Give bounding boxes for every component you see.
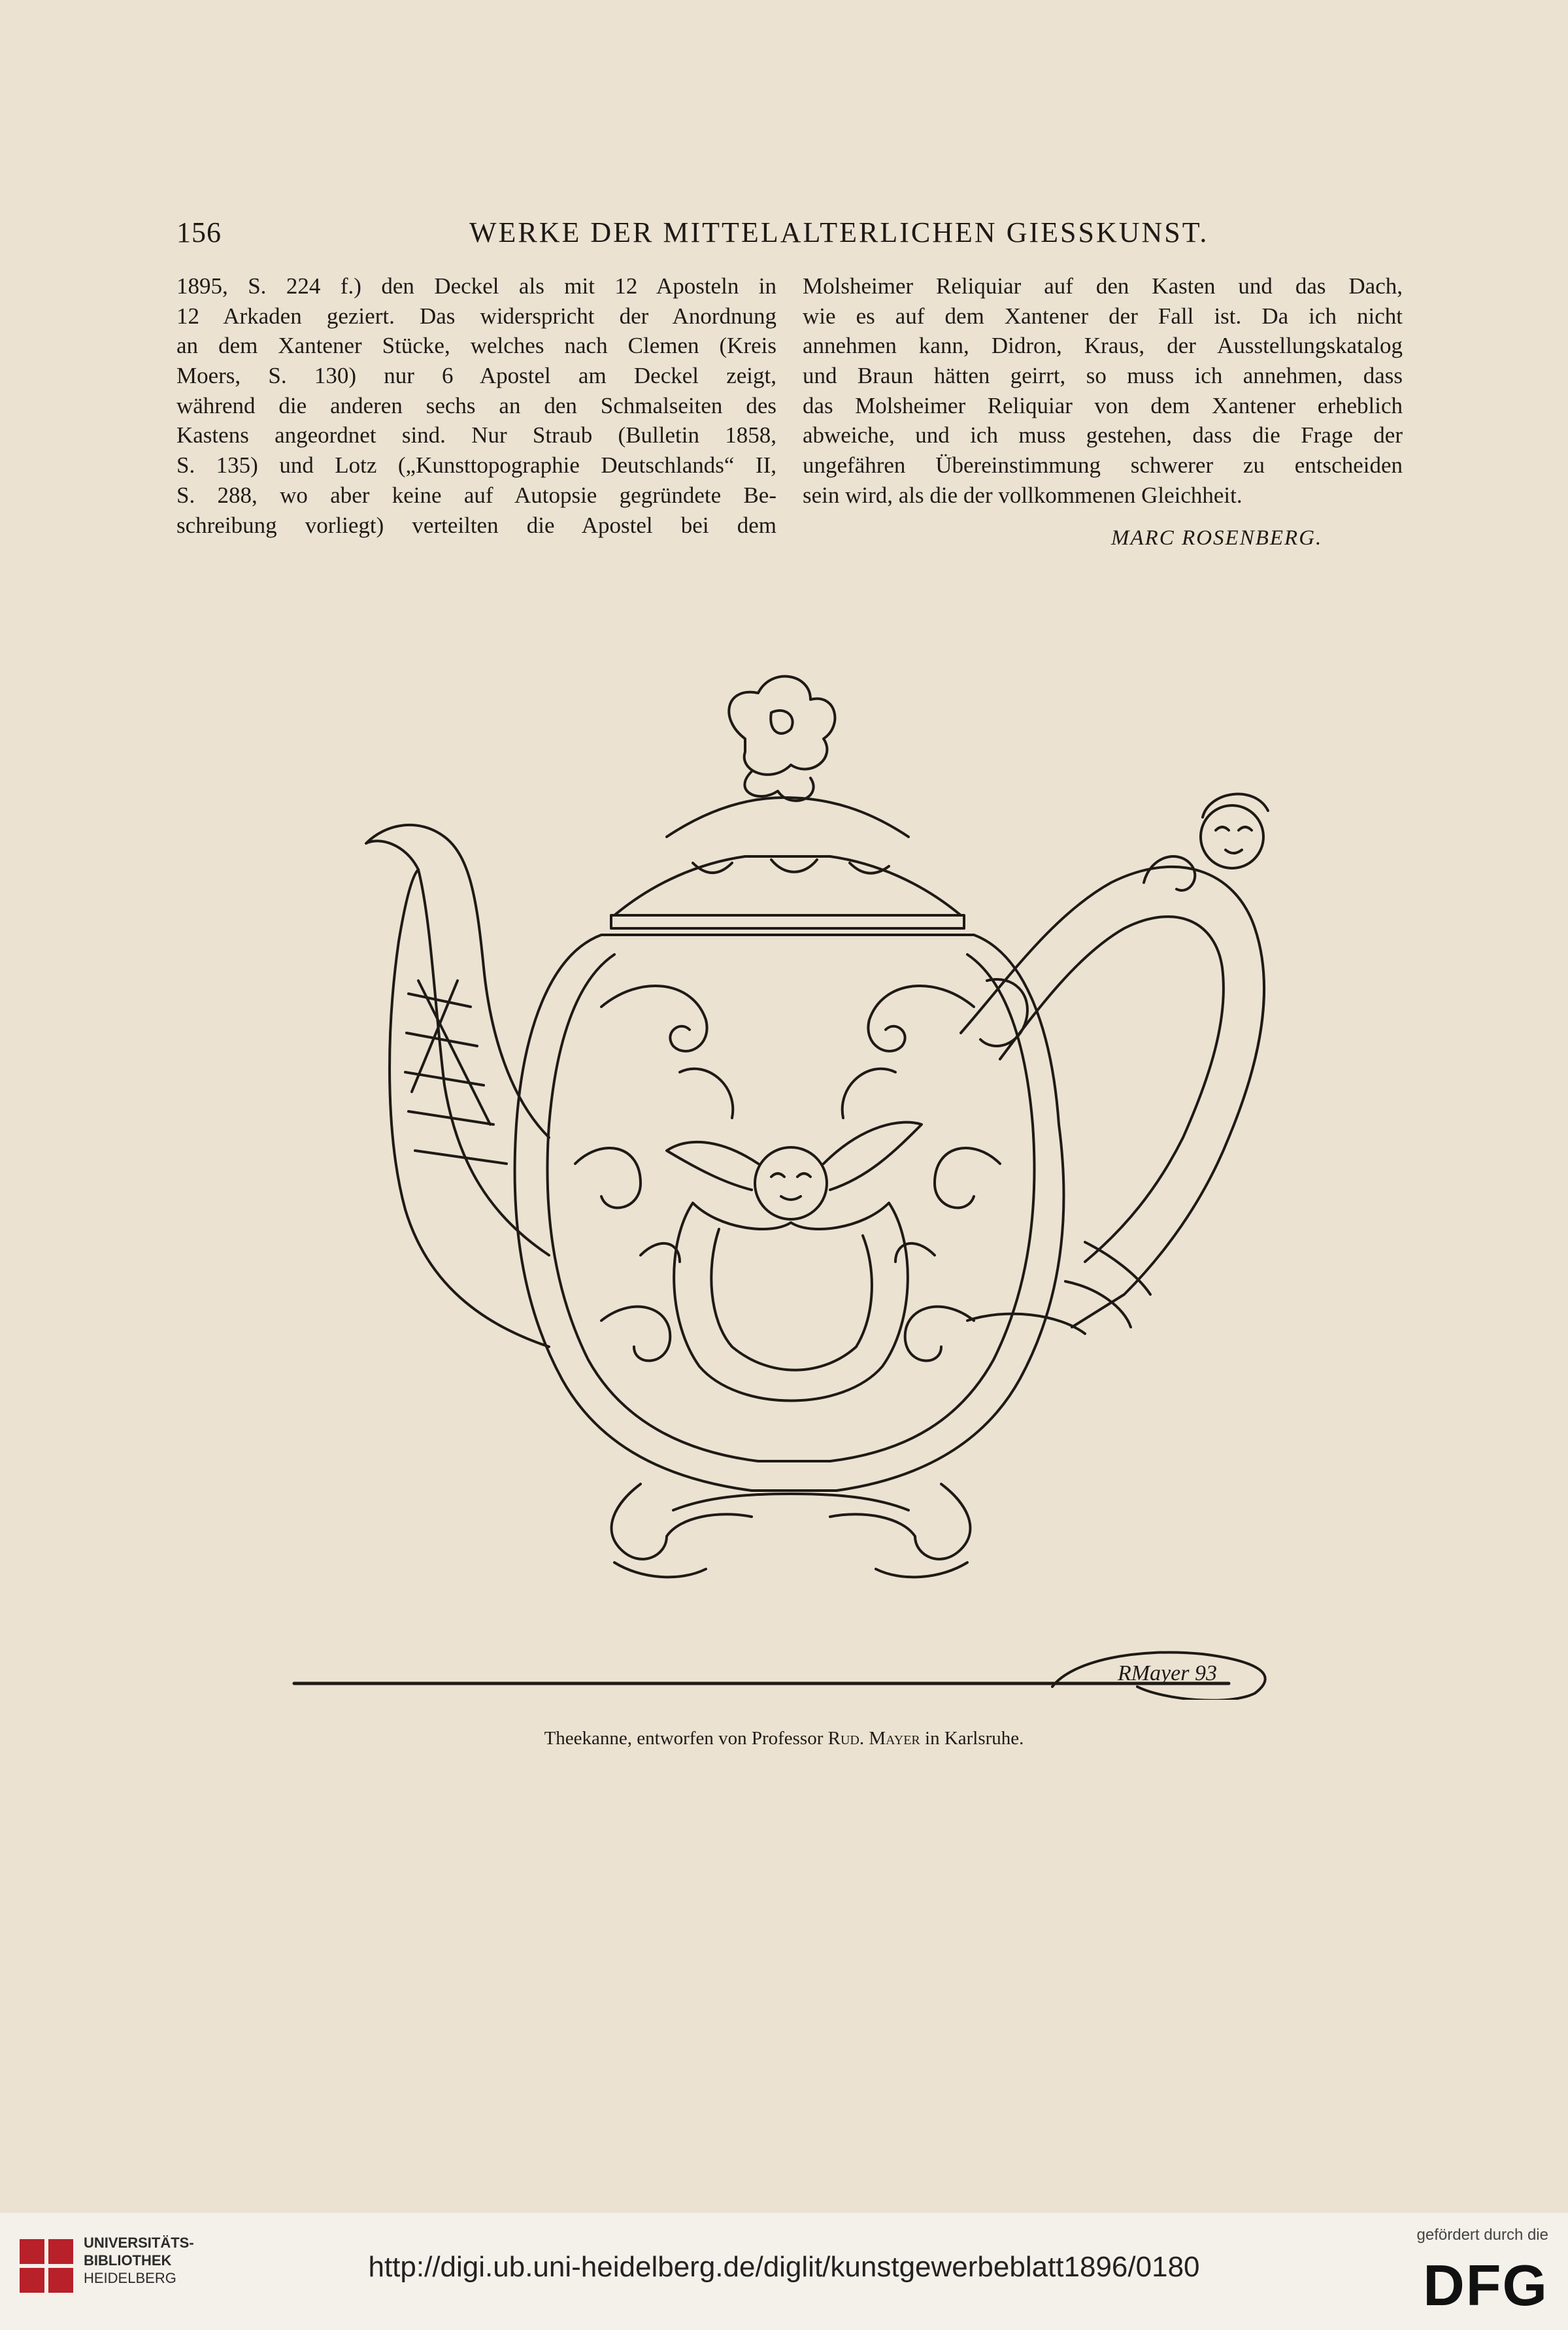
text-line: Kastens angeordnet sind. Nur Straub (Bulletin 1858, <box>176 422 776 448</box>
text-line: annehmen kann, Didron, Kraus, der Ausstellungskatalog <box>803 333 1403 359</box>
text-line: und Braun hätten geirrt, so muss ich annehmen, dass <box>803 363 1403 389</box>
teapot-handle <box>961 794 1268 1334</box>
figure-caption <box>0 1728 1568 1749</box>
text-line: an dem Xantener Stücke, welches nach Clemen (Kreis <box>176 333 776 359</box>
right-column <box>803 271 1403 511</box>
text-line: 1895, S. 224 f.) den Deckel als mit 12 Aposteln in <box>176 273 776 299</box>
text-line: S. 288, wo aber keine auf Autopsie gegründete Be- <box>176 482 776 508</box>
teapot-body <box>515 935 1064 1491</box>
running-title: WERKE DER MITTELALTERLICHEN GIESSKUNST. <box>469 216 1209 248</box>
text-line: während die anderen sechs an den Schmalseiten des <box>176 392 776 418</box>
dfg-logo: DFG <box>1423 2253 1548 2318</box>
text-line: das Molsheimer Reliquiar von dem Xantener erheblich <box>803 392 1403 418</box>
library-line: UNIVERSITÄTS- <box>84 2235 194 2251</box>
funded-by-label: gefördert durch die <box>1416 2226 1548 2244</box>
library-line: BIBLIOTHEK <box>84 2252 172 2269</box>
author-signature: MARC ROSENBERG. <box>1111 526 1323 550</box>
page-number: 156 <box>176 216 222 248</box>
text-line: S. 135) und Lotz („Kunsttopographie Deutschlands“ II, <box>176 452 776 479</box>
text-line: sein wird, als die der vollkommenen Gleichheit. <box>803 482 1243 508</box>
teapot-illustration <box>183 667 1320 1700</box>
text-line: abweiche, und ich muss gestehen, dass die Frage der <box>803 422 1403 448</box>
text-line: 12 Arkaden geziert. Das widerspricht der Anordnung <box>176 303 776 329</box>
footer-bar <box>0 2213 1568 2330</box>
caption-artist-name: Rud. Mayer <box>827 1728 920 1749</box>
teapot-base <box>612 1484 971 1577</box>
text-line: schreibung vorliegt) verteilten die Apostel bei dem <box>176 512 776 538</box>
left-column <box>176 271 776 540</box>
lid <box>611 798 964 928</box>
lid-flower <box>729 677 835 801</box>
text-line: wie es auf dem Xantener der Fall ist. Da ich nicht <box>803 303 1403 329</box>
text-line: Moers, S. 130) nur 6 Apostel am Deckel zeigt, <box>176 363 776 389</box>
artist-signature: RMayer 93 <box>1118 1661 1218 1685</box>
text-line: Molsheimer Reliquiar auf den Kasten und das Dach, <box>803 273 1403 299</box>
caption-suffix: in Karlsruhe. <box>925 1728 1024 1749</box>
caption-prefix: Theekanne, entworfen von Professor <box>544 1728 824 1749</box>
library-line: HEIDELBERG <box>84 2270 176 2286</box>
text-line: ungefähren Übereinstimmung schwerer zu entscheiden <box>803 452 1403 479</box>
page-header <box>176 216 1405 255</box>
permalink-url[interactable]: http://digi.ub.uni-heidelberg.de/diglit/kunstgewerbeblatt1896/0180 <box>368 2251 1200 2283</box>
